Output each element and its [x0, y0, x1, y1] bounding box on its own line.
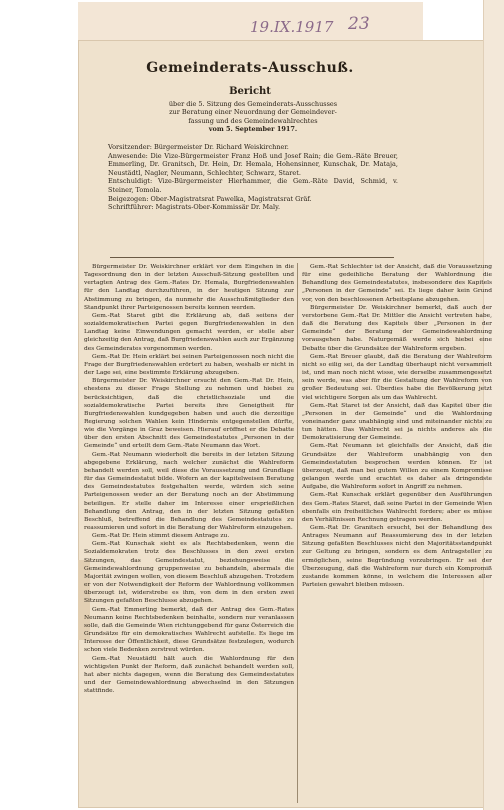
article-subtitle [108, 100, 398, 134]
paragraph: Bürgermeister Dr. Weiskirchner bemerkt, daß auch der verstorbene Gem.-Rat Dr. Mittler die Ansicht vertreten habe, daß die Beratung des Kapitels über „Personen in der Gemeinde“ der Beratung der Gemeindewahlordnung vorausgehen habe. Naturgemäß werde sich hiebei eine Debatte über die Grundsätze der Wahlreform ergeben. [302, 304, 492, 352]
paragraph: Gem.-Rat Dr. Granitsch ersucht, bei der Behandlung des Antrages Neumann auf Reassumierung des in der letzten Sitzung gefaßten Beschlusses nicht den Majoritätsstandpunkt zur Geltung zu bringen, sondern es dem Antragsteller zu ermöglichen, seine Begründung vorzubringen. Er sei der Überzeugung, daß die Wahlreform nur durch ein Kompromiß zustande kommen könne, in welchem die Interessen aller Parteien gewahrt bleiben müssen. [302, 525, 492, 589]
paragraph: Gem.-Rat Dr. Hein erklärt bei seinen Parteigenossen noch nicht die Frage der Burgfriedenswahlen erörtert zu haben, weshalb er nicht in der Lage sei, eine bestimmte Erklärung abzugeben. [84, 353, 294, 377]
present-line: Anwesende: Die Vize-Bürgermeister Franz Hoß und Josef Rain; die Gem.-Räte Breuer, Emmerling, Dr. Granitsch, Dr. Hein, Dr. Hemala, Hohensinner, Kunschak, Dr. Mataja, Neustädtl, Nagler, Neumann, Schlechter, Schwarz, Staret. [108, 151, 398, 177]
handwritten-date: 19.IX.1917 [250, 18, 334, 36]
paragraph: Gem.-Rat Schlechter ist der Ansicht, daß die Voraussetzung für eine gedeihliche Beratung der Wahlordnung die Behandlung des Gemeindestatutes, insbesondere des Kapitels „Personen in der Gemeinde“ sei. Es liege daher kein Grund vor, von den beschlossenen Arbeitsplane abzugehen. [302, 264, 492, 303]
left-column [84, 263, 294, 695]
paragraph: Gem.-Rat Staret ist der Ansicht, daß das Kapitel über die „Personen in der Gemeinde“ und die Wahlordnung voneinander ganz unabhängig sind und miteinander nichts zu tun hätten. Das Wahlrecht sei ja nichts anderes als die Demokratisierung der Gemeinde. [302, 402, 492, 442]
paragraph: Bürgermeister Dr. Weiskirchner ersucht den Gem.-Rat Dr. Hein, ehestens zu dieser Frage Stellung zu nehmen und hiebei zu berücksichtigen, daß die christlichsoziale und die sozialdemokratische Partei bereits ihre Geneigtheit für Burgfriedenswahlen kundgegeben haben und auch die derzeitige Regierung solchen Wahlen kein Hindernis entgegenstellen dürfte, wie die Vorgänge in Graz beweisen. Hierauf eröffnet er die Debatte über den ersten Abschnitt des Gemeindestatutes „Personen in der Gemeinde“ und erteilt dem Gem.-Rate Neumann das Wort. [84, 378, 294, 450]
page-number: 23 [348, 14, 370, 34]
subtitle-line: fassung und des Gemeindewahlrechtes [188, 116, 318, 125]
subtitle-line: zur Beratung einer Neuordnung der Gemeindever- [169, 108, 337, 117]
subtitle-line: über die 5. Sitzung des Gemeinderats-Ausschusses [168, 100, 338, 108]
paragraph: Gem.-Rat Staret gibt die Erklärung ab, daß seitens der sozialdemokratischen Partei gegen Burgfriedenswahlen in den Landtag keine Einwendungen gemacht werden, er stelle aber gleichzeitig den Antrag, daß Burgfriedenswahlen auch zur Ergänzung des Gemeinderates vorgenommen werden. [84, 312, 294, 352]
paragraph: Gem.-Rat Neumann wiederholt die bereits in der letzten Sitzung abgegebene Erklärung, nach welcher zunächst die Wahlreform behandelt werden soll, weil diese die Voraussetzung und Grundlage für das Gemeindestatut bilde. Wofern an der kapitelweisen Beratung des Gemeindestatutes festgehalten werde, würden sich seine Parteigenossen weder an der Beratung noch an der Abstimmung beteiligen. Er stelle daher im Interesse einer ersprießlichen Behandlung den Antrag, den in der letzten Sitzung gefaßten Beschluß, betreffend die Behandlung des Gemeindestatutes zu reassumieren und sofort in die Beratung der Wahlreform einzugehen. [84, 451, 294, 531]
paragraph: Gem.-Rat Neumann ist gleichfalls der Ansicht, daß die Grundsätze der Wahlreform unabhängig von den Gemeindestatuten besprochen werden können. Er ist überzeugt, daß man bei gutem Willen zu einem Kompromisse gelangen werde und erachtet es daher als dringendste Aufgabe, die Wahlreform sofort in Angriff zu nehmen. [302, 443, 492, 491]
paragraph: Gem.-Rat Neustädtl hält auch die Wahlordnung für den wichtigsten Punkt der Reform, daß zunächst behandelt werden soll, hat aber nichts dagegen, wenn die Beratung des Gemeindestatutes und der Gemeindewahlordnung abwechselnd in den Sitzungen stattfinde. [84, 655, 294, 695]
section-divider [110, 257, 394, 258]
attendance-list [108, 143, 398, 212]
invited-line: Beigezogen: Ober-Magistratsrat Pawelka, Magistratsrat Gräf. [108, 194, 312, 203]
paragraph: Gem.-Rat Breuer glaubt, daß die Beratung der Wahlreform nicht so eilig sei, da der Landtag überhaupt nicht versammelt ist, und man noch nicht wisse, wie derselbe zusammengesetzt sein werde, was aber für die Gestaltung der Wahlreform von großer Bedeutung sei. Überdies habe die Bevölkerung jetzt viel wichtigere Sorgen als um das Wahlrecht. [302, 353, 492, 401]
paragraph: Gem.-Rat Kunschak erklärt gegenüber den Ausführungen des Gem.-Rates Staret, daß seine Partei in der Gemeinde Wien ebenfalls ein freiheitliches Wahlrecht fordere; aber es müsse den Verhältnissen Rechnung getragen werden. [302, 492, 492, 523]
paragraph: Gem.-Rat Emmerling bemerkt, daß der Antrag des Gem.-Rates Neumann keine Rechtsbedenken beinhalte, sondern nur veranlassen solle, daß die Gemeinde Wien richtunggebend für ganz Österreich die Grundsätze für ein demokratisches Wahlrecht aufstelle. Es liege im Interesse der Öffentlichkeit, diese Grundsätze festzulegen, wodurch schon viele Bedenken zerstreut würden. [84, 606, 294, 654]
paragraph: Gem.-Rat Kunschak sieht es als Rechtsbedenken, wenn die Sozialdemokraten trotz des Beschlusses in den zwei ersten Sitzungen, das Gemeindestatut, beziehungsweise die Gemeindewahlordnung gruppenweise zu behandeln, abermals die Majorität zwingen wollen, von diesem Beschluß abzugehen. Trotzdem er von der Notwendigkeit der Reform der Wahlordnung vollkommen überzeugt ist, widerstrebe es ihm, von dem in den ersten zwei Sitzungen gefaßten Beschlusse abzugehen. [84, 541, 294, 605]
secretary-line: Schriftführer: Magistrats-Ober-Kommissär Dr. Maly. [108, 203, 281, 212]
article-kicker: Bericht [229, 86, 271, 97]
chair-line: Vorsitzender: Bürgermeister Dr. Richard Weiskirchner. [108, 143, 289, 151]
right-column [302, 263, 492, 589]
article-title: Gemeinderats-Ausschuß. [146, 60, 354, 76]
column-divider [297, 263, 298, 803]
meeting-date: vom 5. September 1917. [208, 125, 298, 134]
paragraph: Gem.-Rat Dr. Hein stimmt diesem Antrage zu. [92, 533, 230, 540]
paragraph: Bürgermeister Dr. Weiskirchner erklärt vor dem Eingehen in die Tagesordnung den in der letzten Ausschuß-Sitzung gestellten und vertagten Antrag des Gem.-Rates Dr. Hemala, Burgfriedenswahlen für den Landtag durchzuführen, in der heutigen Sitzung zur Abstimmung zu bringen, da nunmehr die Ausschußmitglieder den Standpunkt ihrer Parteigenossen bereits kennen werden. [84, 264, 294, 311]
excused-line: Entschuldigt: Vize-Bürgermeister Hierhammer, die Gem.-Räte David, Schmid, v. Steiner, Tomola. [108, 177, 398, 194]
